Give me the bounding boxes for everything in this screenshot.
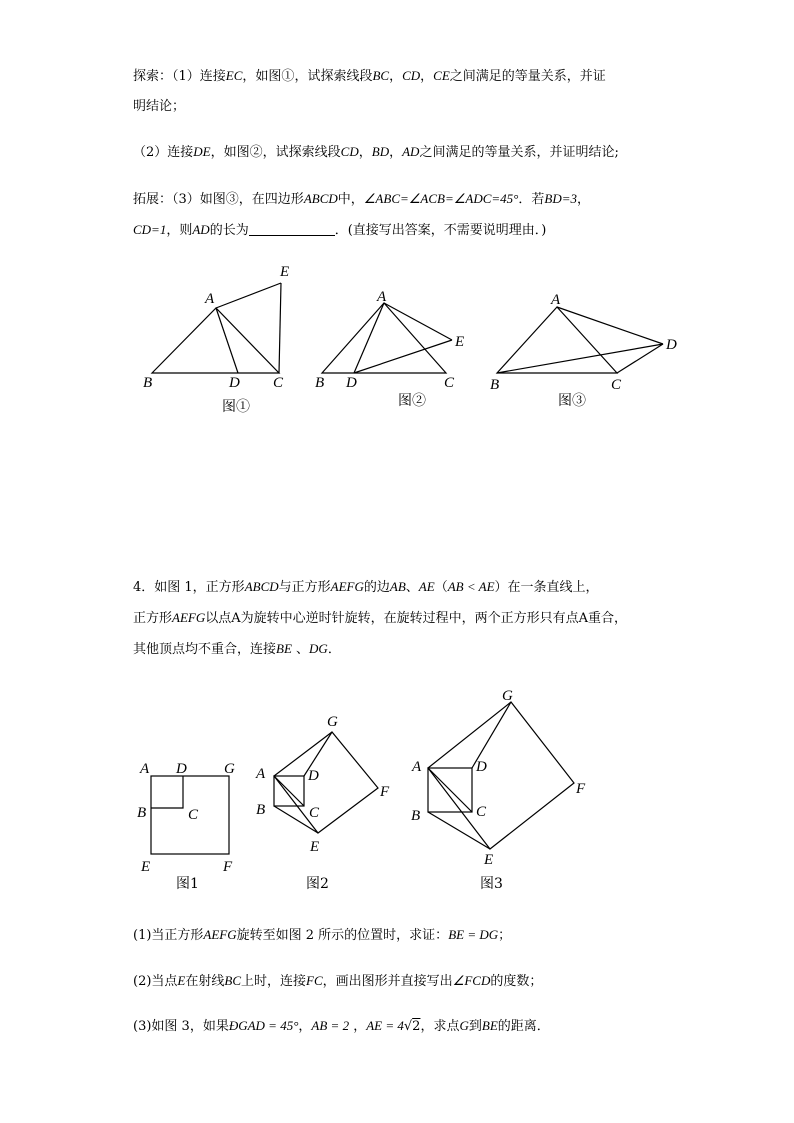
label-c: C xyxy=(188,807,199,823)
text: 之间满足的等量关系，并证明结论; xyxy=(419,145,619,160)
var: BE xyxy=(276,641,292,656)
var: CD=1 xyxy=(133,222,167,237)
text: ， xyxy=(389,69,403,84)
fig-ref: ② xyxy=(249,145,263,160)
caption: 图2 xyxy=(306,876,329,892)
explore-1-line-2: 明结论； xyxy=(133,99,186,114)
fig-ref: ③ xyxy=(225,192,239,207)
text: ， xyxy=(358,145,372,160)
caption: 图② xyxy=(398,393,426,409)
var: AB = 2 xyxy=(311,1018,350,1033)
var: ABCD xyxy=(244,579,279,594)
text: ． xyxy=(327,642,341,657)
var: BE = DG xyxy=(448,927,499,942)
var: FC xyxy=(306,973,323,988)
var: AD xyxy=(192,222,210,237)
text: ，在四边形 xyxy=(238,192,304,207)
text: 到 xyxy=(468,1019,482,1034)
var: CE xyxy=(433,68,450,83)
text: 正方形 xyxy=(133,611,173,626)
caption: 图1 xyxy=(176,876,199,892)
text: (1)当正方形 xyxy=(133,928,204,943)
var: ABCD xyxy=(303,191,338,206)
segment-ad xyxy=(354,303,384,373)
text: 在射线 xyxy=(185,974,225,989)
text: (2)当点 xyxy=(133,974,178,989)
text: 的距离． xyxy=(497,1019,550,1034)
radicand: 2 xyxy=(412,1019,421,1034)
square-aefg xyxy=(428,702,574,849)
var: ÐGAD = 45° xyxy=(228,1018,299,1033)
segment-ec xyxy=(279,283,281,373)
label-a: A xyxy=(205,291,215,307)
label-a: A xyxy=(377,289,387,305)
label-b: B xyxy=(143,375,153,391)
diagonal-ac xyxy=(428,768,472,812)
text: ，求点 xyxy=(420,1019,460,1034)
var: BD=3 xyxy=(544,191,577,206)
section4-figure-1 xyxy=(137,761,235,892)
text: ）在一条直线上， xyxy=(494,580,599,595)
label-f: F xyxy=(576,781,586,797)
text: ， xyxy=(298,1019,312,1034)
text: 、 xyxy=(291,642,310,657)
section4-figure-3 xyxy=(411,688,586,892)
var: EC xyxy=(225,68,243,83)
text: 以点A为旋转中心逆时针旋转，在旋转过程中，两个正方形只有点A重合， xyxy=(205,611,628,626)
text: 、 xyxy=(405,580,419,595)
text: ，试探索线段 xyxy=(294,69,373,84)
label-c: C xyxy=(476,804,487,820)
text: （ xyxy=(434,580,448,595)
text: ， xyxy=(577,192,591,207)
segment-ae xyxy=(384,303,452,340)
label-d: D xyxy=(229,375,240,391)
square-aefg xyxy=(274,732,378,833)
label-b: B xyxy=(411,808,421,824)
text: 探索：（1）连接 xyxy=(133,69,226,84)
text: ，如图 xyxy=(210,145,250,160)
label-e: E xyxy=(280,264,290,280)
label-a: A xyxy=(140,761,150,777)
label-c: C xyxy=(611,377,622,393)
text: ，试探索线段 xyxy=(262,145,341,160)
var: ∠FCD xyxy=(452,973,491,988)
var: AE = 4 xyxy=(366,1018,404,1033)
section3-figure-2 xyxy=(315,289,464,409)
segment-bd xyxy=(497,344,663,373)
caption: 图③ xyxy=(558,393,586,409)
var: CD xyxy=(340,144,359,159)
text: ．(直接写出答案，不需要说明理由．) xyxy=(334,223,547,238)
label-a: A xyxy=(412,759,422,775)
label-g: G xyxy=(327,714,338,730)
label-f: F xyxy=(223,859,233,875)
label-a: A xyxy=(256,766,266,782)
caption: 图① xyxy=(222,399,250,415)
var: BC xyxy=(372,68,390,83)
angle-condition: ∠ABC=∠ACB=∠ADC=45° xyxy=(363,191,519,206)
caption: 图3 xyxy=(480,876,503,892)
var: G xyxy=(459,1018,469,1033)
label-e: E xyxy=(484,852,494,868)
segment-de xyxy=(354,340,452,373)
var: AEFG xyxy=(203,927,237,942)
text: 的长为 xyxy=(209,223,249,238)
label-d: D xyxy=(476,759,487,775)
segment-ad xyxy=(216,308,238,373)
text: ， xyxy=(420,69,434,84)
sqrt-symbol: √ xyxy=(403,1019,413,1034)
label-f: F xyxy=(380,784,390,800)
var: E xyxy=(177,973,186,988)
label-d: D xyxy=(176,761,187,777)
section3-figure-3 xyxy=(490,292,677,409)
label-c: C xyxy=(309,805,320,821)
fig-ref: ① xyxy=(281,69,295,84)
label-b: B xyxy=(490,377,500,393)
text: 的边 xyxy=(363,580,390,595)
text: 之间满足的等量关系，并证 xyxy=(449,69,606,84)
section4-figure-2 xyxy=(255,714,390,892)
label-e: E xyxy=(141,859,151,875)
var: BC xyxy=(224,973,242,988)
label-d: D xyxy=(308,768,319,784)
text: 拓展：（3）如图 xyxy=(133,192,226,207)
var: AE xyxy=(418,579,435,594)
text: ，如图 xyxy=(242,69,282,84)
var: DG xyxy=(309,641,328,656)
var: BD xyxy=(371,144,390,159)
var: AEFG xyxy=(330,579,364,594)
text: 上时，连接 xyxy=(241,974,307,989)
square-abcd-edges xyxy=(151,776,183,808)
label-b: B xyxy=(315,375,325,391)
text: （2）连接 xyxy=(133,145,194,160)
label-b: B xyxy=(137,805,147,821)
label-d: D xyxy=(666,337,677,353)
segment-ad xyxy=(557,307,663,344)
label-e: E xyxy=(455,334,465,350)
text: ， xyxy=(349,1019,367,1034)
segment-ae xyxy=(216,283,281,308)
label-c: C xyxy=(273,375,284,391)
text: 4．如图 1，正方形 xyxy=(133,580,245,595)
var: AEFG xyxy=(172,610,206,625)
section3-figure-1 xyxy=(143,264,289,415)
text: ，则 xyxy=(166,223,193,238)
var: BE xyxy=(481,1018,498,1033)
triangle-abc xyxy=(152,308,279,373)
label-e: E xyxy=(310,839,320,855)
text: ， xyxy=(389,145,403,160)
var: AB xyxy=(389,579,406,594)
label-d: D xyxy=(346,375,357,391)
diagonal-ac xyxy=(274,776,304,806)
label-b: B xyxy=(256,802,266,818)
var: DE xyxy=(193,144,211,159)
label-g: G xyxy=(224,761,235,777)
var: CD xyxy=(402,68,421,83)
text: ．若 xyxy=(518,192,545,207)
text: 中， xyxy=(337,192,364,207)
label-c: C xyxy=(444,375,455,391)
text: 旋转至如图 2 所示的位置时，求证： xyxy=(236,928,449,943)
var: AB < AE xyxy=(447,579,495,594)
text: (3)如图 3，如果 xyxy=(133,1019,229,1034)
text: ，画出图形并直接写出 xyxy=(322,974,453,989)
text: 其他顶点均不重合，连接 xyxy=(133,642,277,657)
label-a: A xyxy=(551,292,561,308)
text: 与正方形 xyxy=(278,580,331,595)
label-g: G xyxy=(502,688,513,704)
text: ； xyxy=(498,928,512,943)
text: 的度数； xyxy=(490,974,543,989)
var: AD xyxy=(402,144,420,159)
